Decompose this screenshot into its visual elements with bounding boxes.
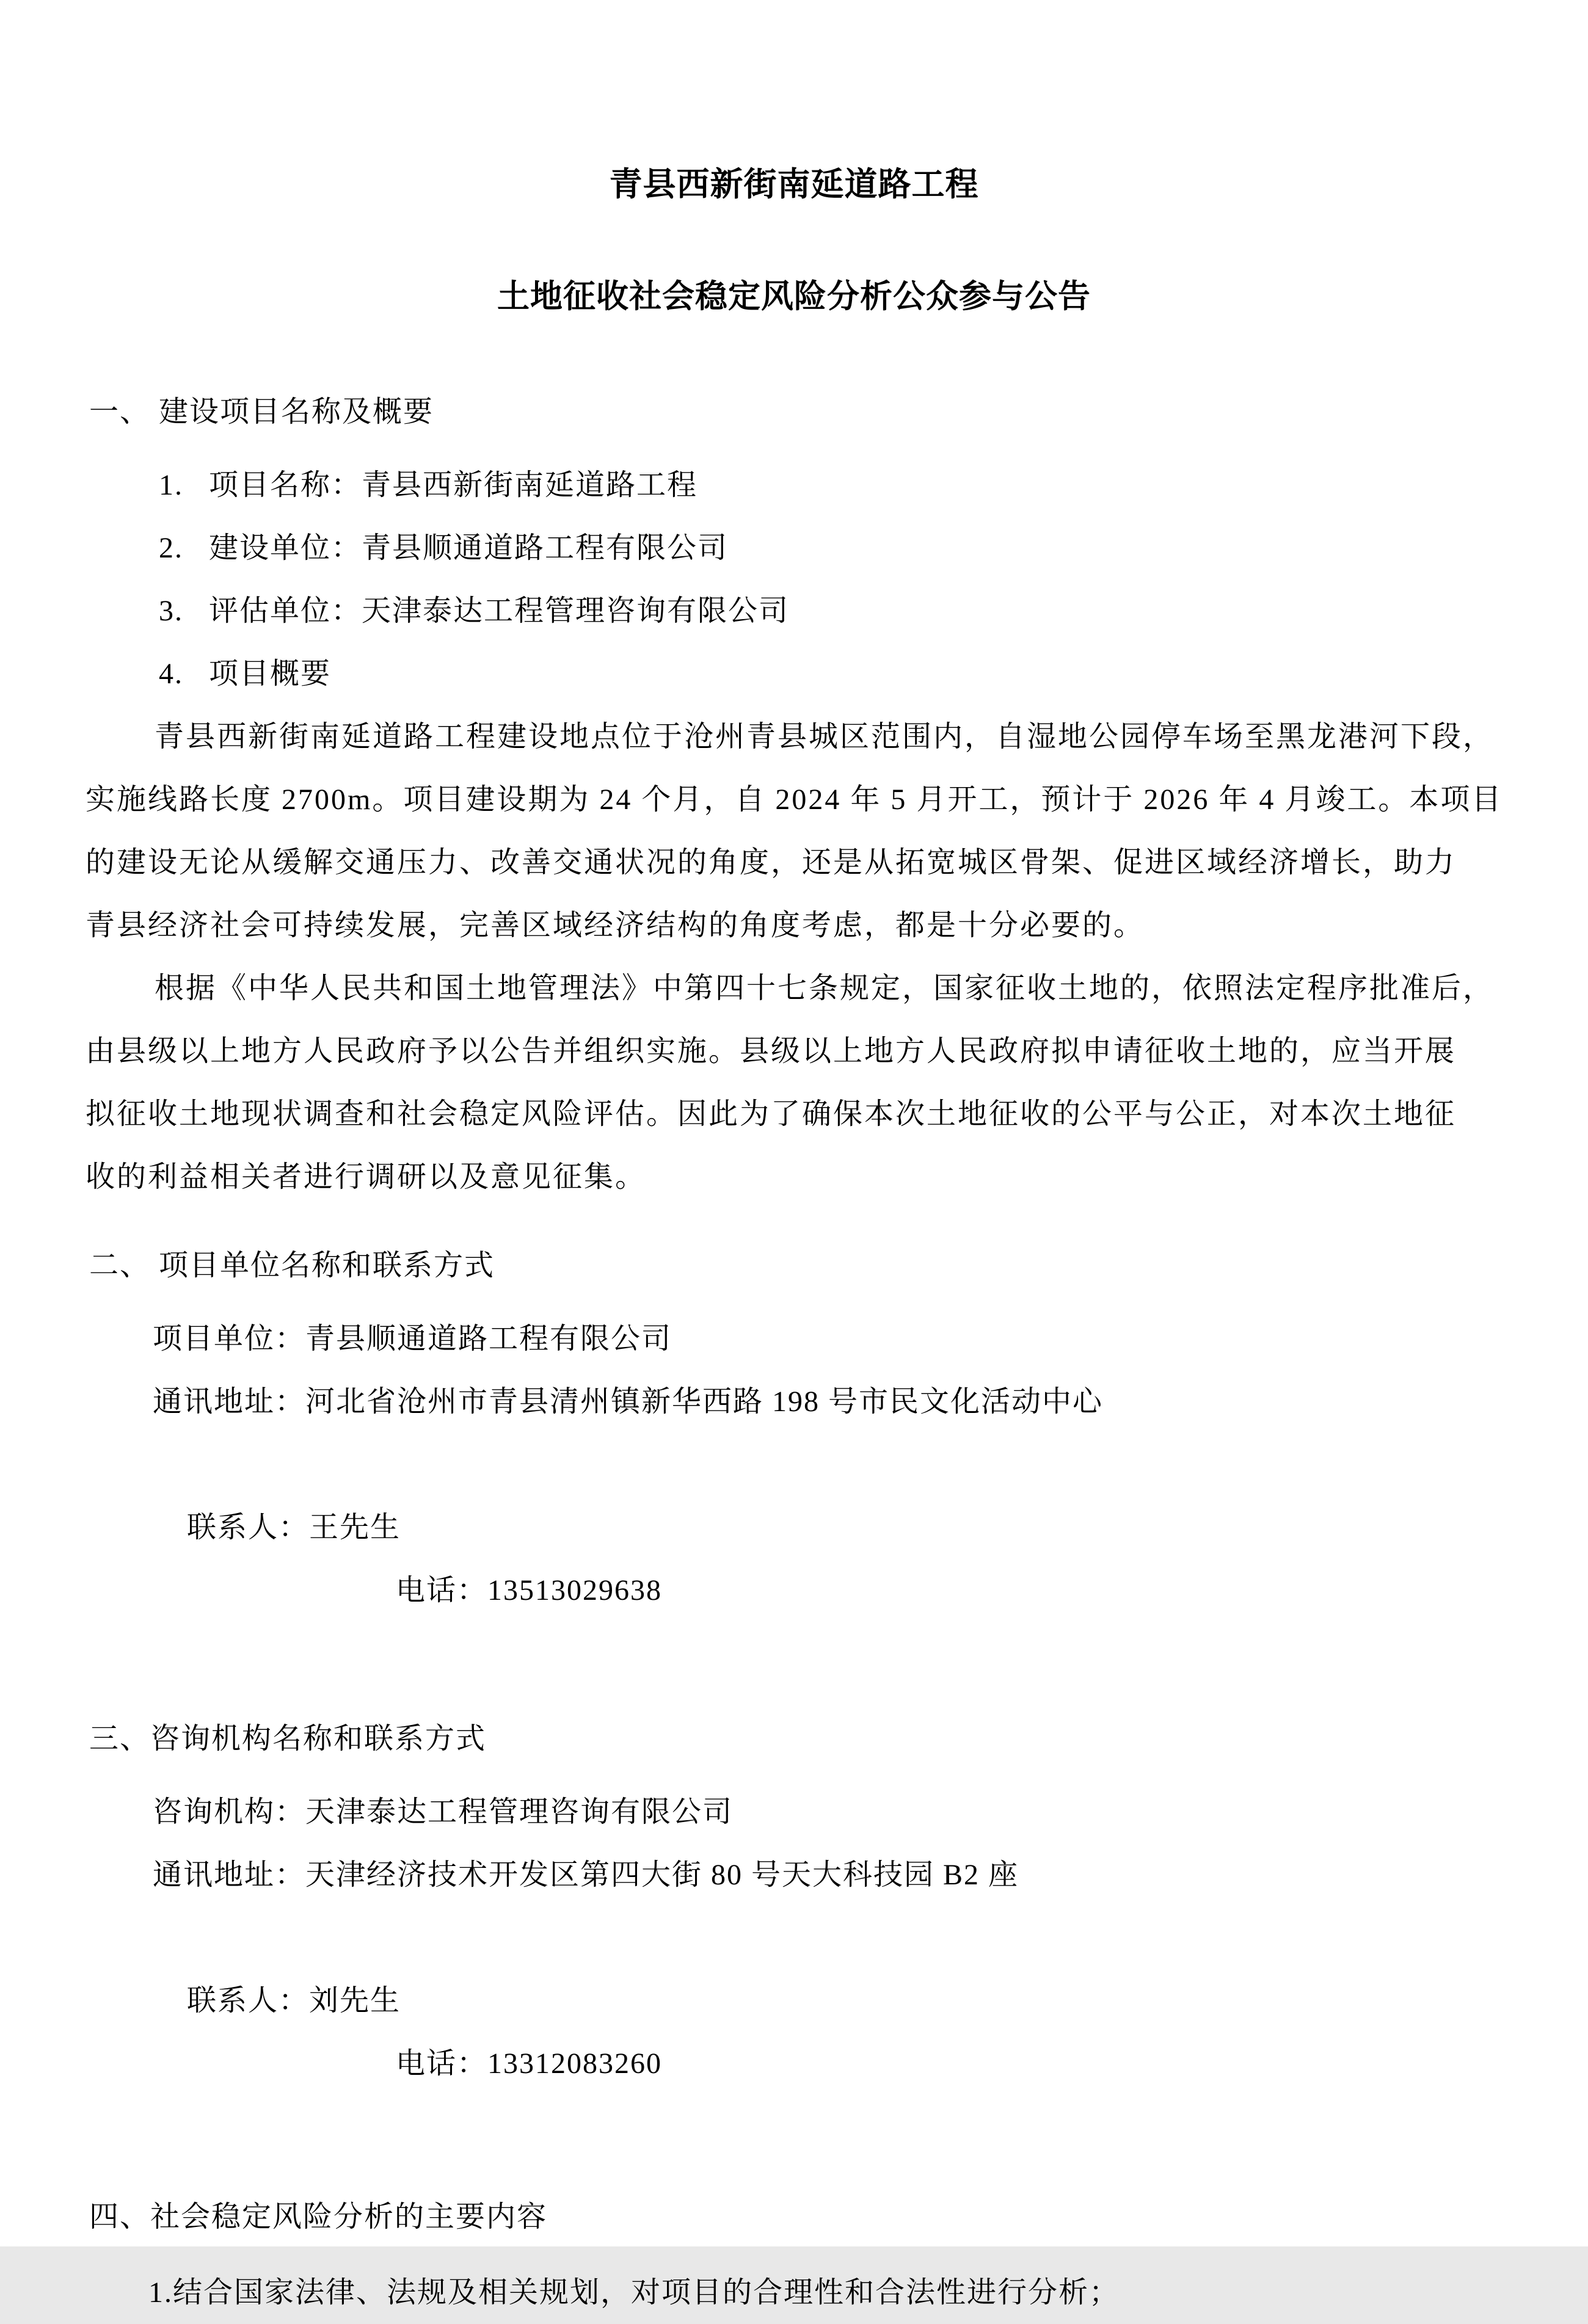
section-2-heading: 二、 项目单位名称和联系方式 [89, 1249, 495, 1282]
section-4-heading: 四、社会稳定风险分析的主要内容 [89, 2201, 548, 2233]
project-unit-line: 项目单位：青县顺通道路工程有限公司 [153, 1323, 672, 1355]
doc-title: 青县西新街南延道路工程 [609, 166, 979, 203]
project-unit-contact-line [153, 1433, 1502, 1685]
para-line: 实施线路长度 2700m。项目建设期为 24 个月，自 2024 年 5 月开工，预计于 2026 年 4 月竣工。本项目 [86, 783, 1503, 816]
paragraph-legal-basis [86, 957, 1502, 1208]
contact-phone: 电话：13513029638 [396, 1574, 663, 1607]
paragraph-project-overview [86, 705, 1502, 957]
list-item-project-name: 1. 项目名称：青县西新街南延道路工程 [159, 469, 698, 501]
para-line: 拟征收土地现状调查和社会稳定风险评估。因此为了确保本次土地征收的公平与公正，对本次土地征 [86, 1098, 1457, 1130]
contact-person: 联系人：刘先生 [187, 1984, 401, 2017]
para-line: 的建设无论从缓解交通压力、改善交通状况的角度，还是从拓宽城区骨架、促进区域经济增长，助力 [86, 846, 1457, 879]
consult-unit-line: 咨询机构：天津泰达工程管理咨询有限公司 [153, 1796, 734, 1828]
analysis-content-item-1: 1.结合国家法律、法规及相关规划，对项目的合理性和合法性进行分析； [148, 2276, 1120, 2309]
project-unit-address-line: 通讯地址：河北省沧州市青县清州镇新华西路 198 号市民文化活动中心 [153, 1385, 1104, 1418]
para-line: 由县级以上地方人民政府予以公告并组织实施。县级以上地方人民政府拟申请征收土地的，应当开展 [86, 1035, 1457, 1067]
list-item-construction-unit: 2. 建设单位：青县顺通道路工程有限公司 [159, 532, 729, 564]
para-line: 收的利益相关者进行调研以及意见征集。 [86, 1161, 647, 1193]
consult-unit-address-line: 通讯地址：天津经济技术开发区第四大街 80 号天大科技园 B2 座 [153, 1859, 1019, 1891]
para-line: 青县经济社会可持续发展，完善区域经济结构的角度考虑，都是十分必要的。 [86, 909, 1145, 942]
para-line: 青县西新街南延道路工程建设地点位于沧州青县城区范围内，自湿地公园停车场至黑龙港河下段， [155, 721, 1495, 753]
consult-unit-contact-line [153, 1906, 1502, 2158]
para-line: 根据《中华人民共和国土地管理法》中第四十七条规定，国家征收土地的，依照法定程序批准后， [155, 972, 1495, 1004]
contact-person: 联系人：王先生 [187, 1511, 401, 1544]
doc-subtitle: 土地征收社会稳定风险分析公众参与公告 [497, 279, 1091, 314]
contact-phone: 电话：13312083260 [396, 2047, 663, 2080]
section-3-heading: 三、咨询机构名称和联系方式 [89, 1723, 487, 1755]
list-item-project-summary: 4. 项目概要 [159, 658, 332, 690]
list-item-assessment-unit: 3. 评估单位：天津泰达工程管理咨询有限公司 [159, 595, 790, 627]
section-1-heading: 一、 建设项目名称及概要 [89, 396, 434, 428]
